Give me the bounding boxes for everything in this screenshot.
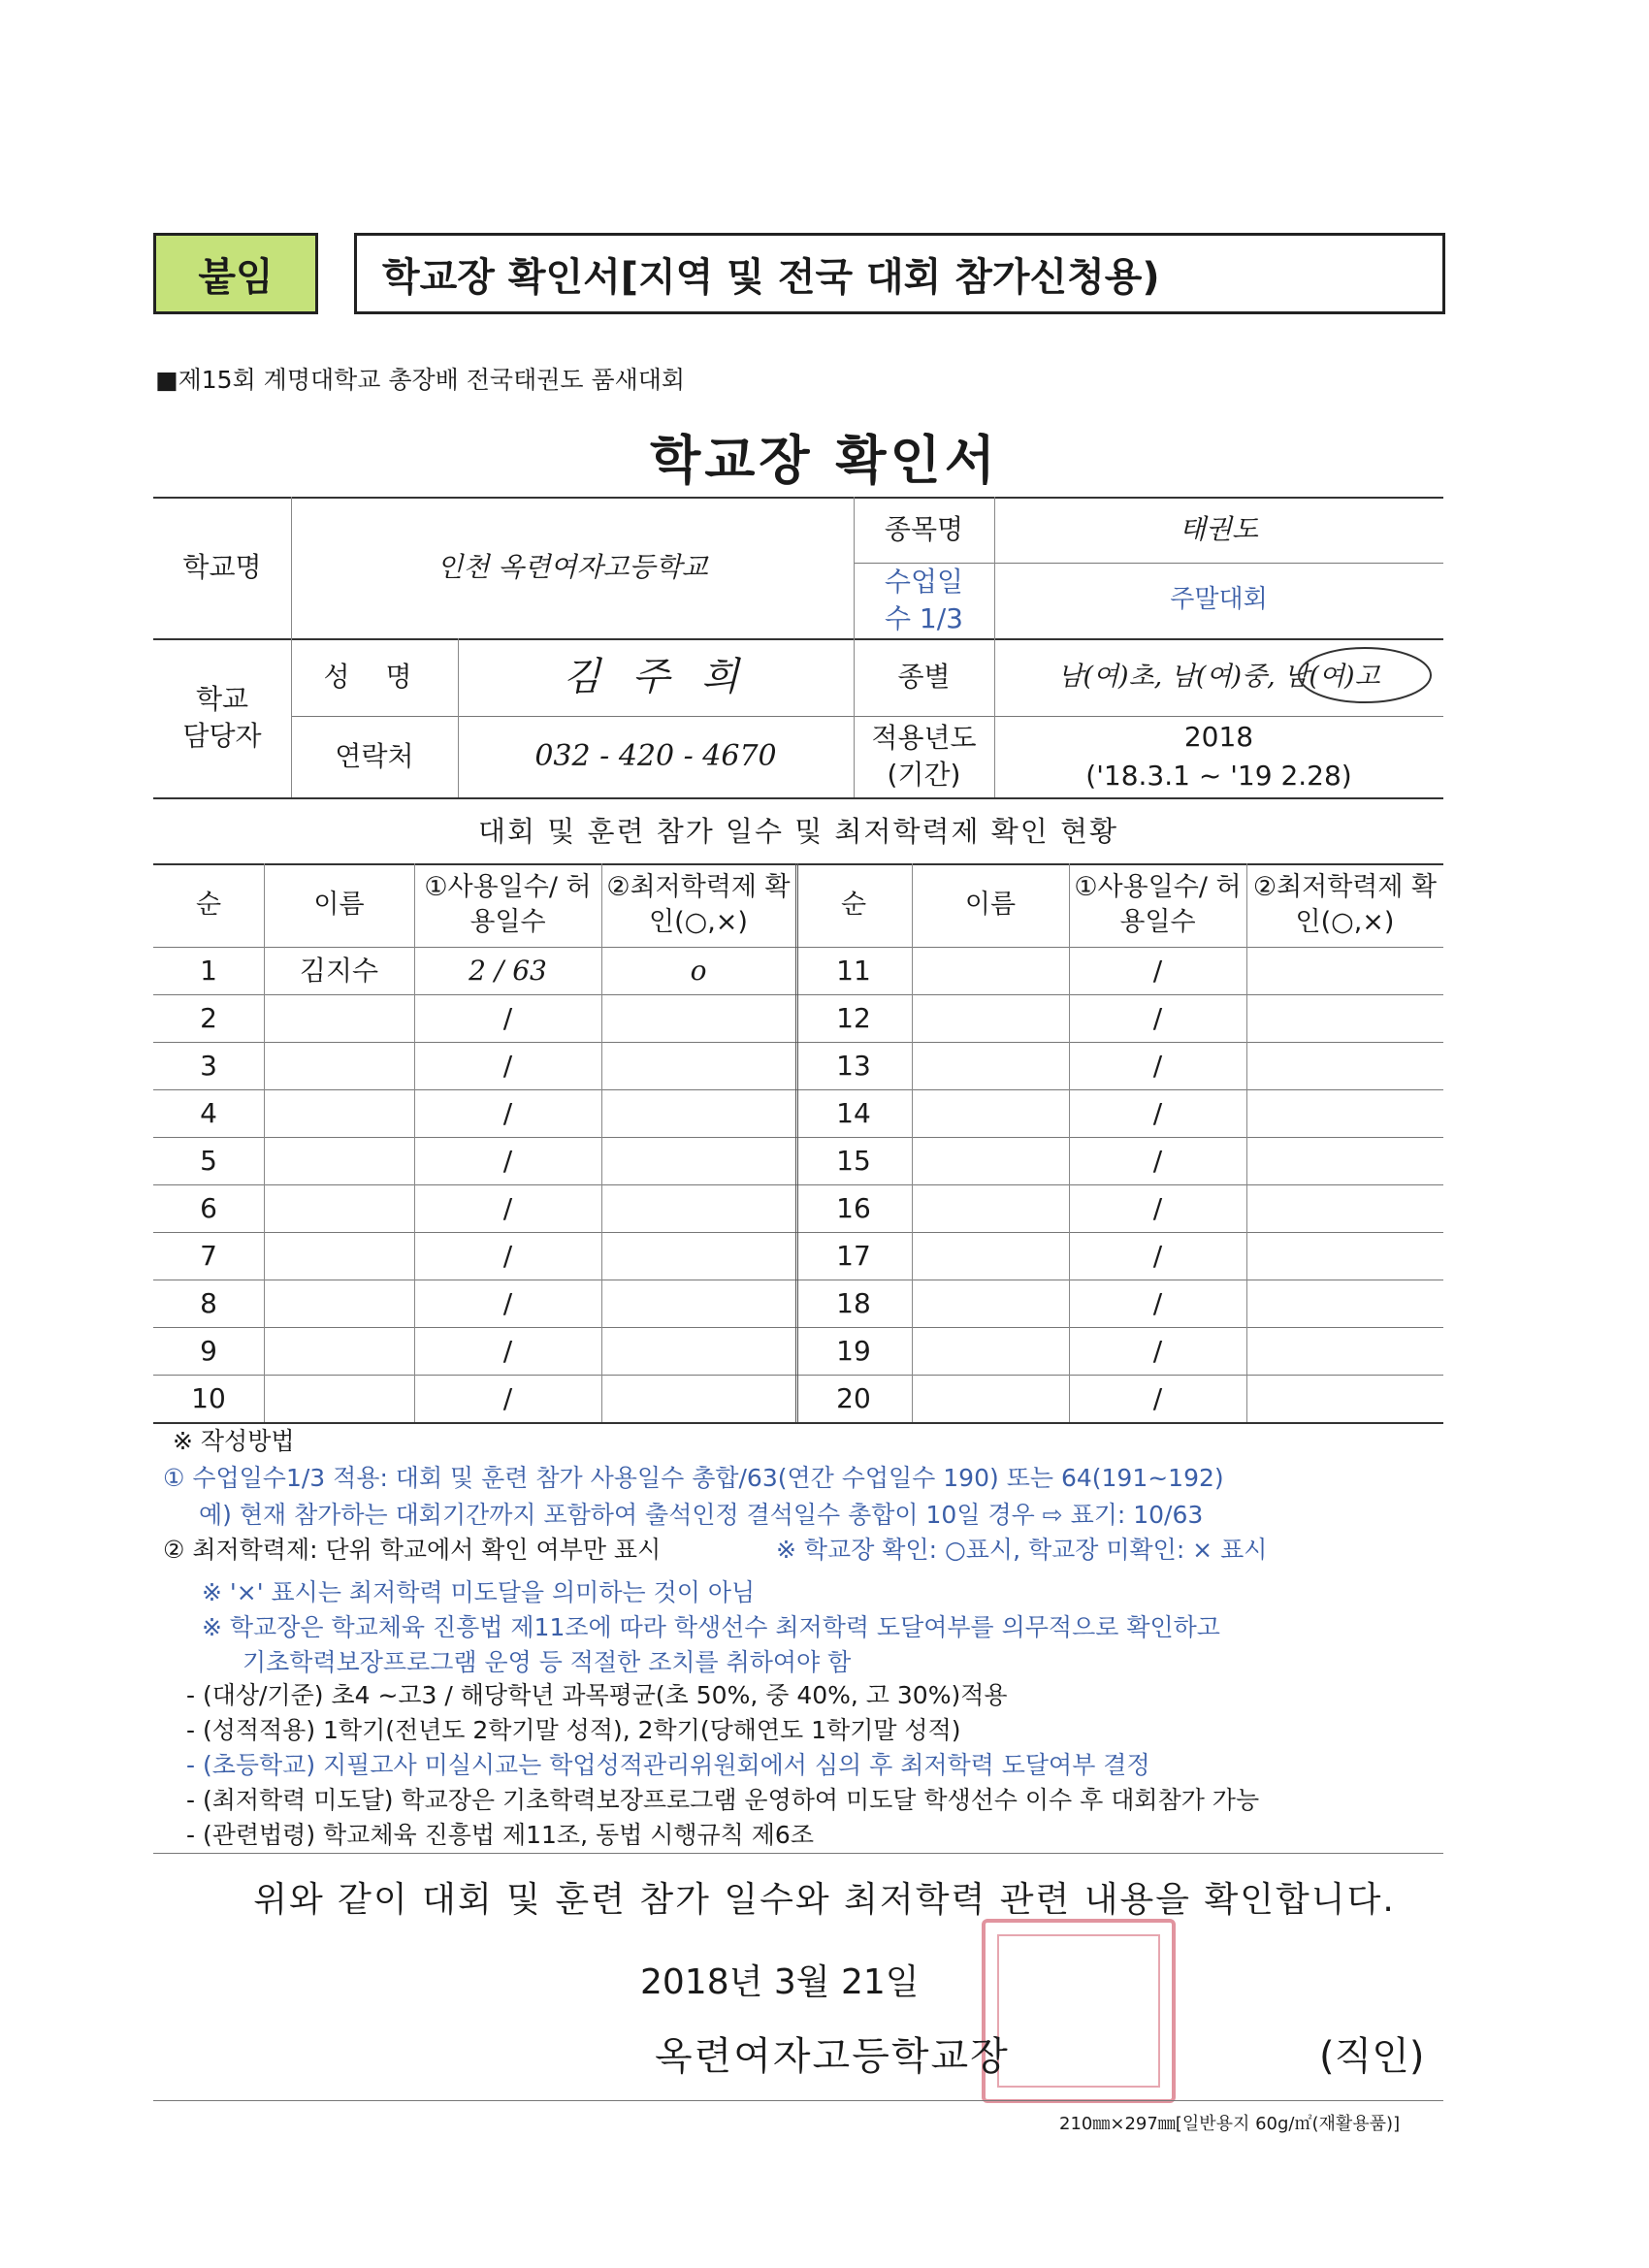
- table-cell-days: /: [1152, 1001, 1163, 1034]
- note-2a: ② 최저학력제: 단위 학교에서 확인 여부만 표시: [163, 1536, 662, 1564]
- table-cell-name: 김지수: [299, 954, 379, 987]
- table-cell-check: [601, 1280, 795, 1327]
- table-cell-no: 1: [200, 954, 217, 987]
- table-cell-days: /: [1152, 1334, 1163, 1367]
- year-label: 적용년도 (기간): [871, 722, 977, 791]
- contact-value: 032 - 420 - 4670: [534, 738, 777, 773]
- manager-name-value: 김 주 희: [563, 655, 749, 699]
- school-days-value: 주말대회: [1170, 585, 1268, 615]
- detail-2: - (성적적용) 1학기(전년도 2학기말 성적), 2학기(당해연도 1학기말 성적): [186, 1716, 961, 1744]
- sport-label: 종목명: [884, 513, 964, 546]
- table-cell-name: [264, 1184, 414, 1232]
- name-label: 성 명: [323, 661, 426, 694]
- attachment-badge: 붙임: [153, 233, 318, 314]
- table-cell-no: 20: [836, 1381, 871, 1414]
- table-cell-days: /: [1152, 1144, 1163, 1177]
- table-header-2: 이름: [313, 889, 365, 920]
- detail-5: - (관련법령) 학교체육 진흥법 제11조, 동법 시행규칙 제6조: [186, 1821, 814, 1849]
- table-cell-check: [601, 1089, 795, 1137]
- table-cell-check: [601, 1327, 795, 1375]
- category-label: 종별: [897, 661, 951, 694]
- table-cell-name: [264, 1042, 414, 1089]
- school-value: 인천 옥련여자고등학교: [436, 551, 708, 584]
- table-header-1: 순: [840, 889, 867, 920]
- note-4b: 기초학력보장프로그램 운영 등 적절한 조치를 취하여야 함: [242, 1648, 852, 1676]
- category-value: 남(여)초, 남(여)중, 남(여)고: [1057, 661, 1380, 692]
- table-cell-check: [1246, 994, 1443, 1042]
- note-3: ※ '×' 표시는 최저학력 미도달을 의미하는 것이 아님: [202, 1578, 756, 1606]
- table-cell-no: 16: [836, 1191, 871, 1224]
- table-cell-name: [912, 1375, 1069, 1422]
- table-cell-days: /: [502, 1334, 513, 1367]
- table-cell-name: [912, 1280, 1069, 1327]
- table-cell-days: /: [502, 1191, 513, 1224]
- table-cell-name: [912, 1042, 1069, 1089]
- note-1b: 예) 현재 참가하는 대회기간까지 포함하여 출석인정 결석일수 총합이 10일 경우 ⇨ 표기: 10/63: [199, 1501, 1204, 1529]
- table-cell-name: [264, 1280, 414, 1327]
- official-seal-stamp: [982, 1919, 1176, 2103]
- section-title: 대회 및 훈련 참가 일수 및 최저학력제 확인 현황: [477, 815, 1118, 849]
- table-cell-days: /: [1152, 1286, 1163, 1319]
- manager-label: 학교 담당자: [182, 683, 262, 752]
- table-cell-check: [601, 1042, 795, 1089]
- table-row-line: [153, 1422, 1443, 1424]
- table-cell-name: [912, 1184, 1069, 1232]
- table-cell-name: [912, 1137, 1069, 1184]
- table-cell-no: 17: [836, 1239, 871, 1272]
- table-cell-days: /: [502, 1049, 513, 1082]
- table-cell-check: o: [690, 954, 707, 987]
- table-cell-days: /: [502, 1001, 513, 1034]
- table-cell-days: /: [502, 1286, 513, 1319]
- table-cell-name: [912, 994, 1069, 1042]
- year-period: ('18.3.1 ~ '19 2.28): [1085, 760, 1352, 793]
- detail-3: - (초등학교) 지필고사 미실시교는 학업성적관리위원회에서 심의 후 최저학력 도달여부 결정: [186, 1751, 1150, 1779]
- table-cell-check: [601, 1232, 795, 1280]
- table-cell-name: [264, 1375, 414, 1422]
- table-header-4: ②최저학력제 확인(○,×): [606, 871, 791, 937]
- table-cell-days: /: [1152, 1239, 1163, 1272]
- table-cell-name: [912, 947, 1069, 994]
- seal-label: (직인): [1319, 2034, 1425, 2079]
- table-cell-no: 5: [200, 1144, 217, 1177]
- paper-spec: 210㎜×297㎜[일반용지 60g/㎡(재활용품)]: [1059, 2114, 1401, 2134]
- event-subtitle: ■제15회 계명대학교 총장배 전국태권도 품새대회: [155, 366, 686, 394]
- table-cell-no: 13: [836, 1049, 871, 1082]
- table-cell-name: [264, 994, 414, 1042]
- table-cell-no: 12: [836, 1001, 871, 1034]
- table-cell-check: [601, 994, 795, 1042]
- table-header-4: ②최저학력제 확인(○,×): [1252, 871, 1438, 937]
- table-cell-no: 19: [836, 1334, 871, 1367]
- confirmation-statement: 위와 같이 대회 및 훈련 참가 일수와 최저학력 관련 내용을 확인합니다.: [253, 1880, 1396, 1920]
- table-cell-no: 9: [200, 1334, 217, 1367]
- table-cell-no: 4: [200, 1096, 217, 1129]
- detail-4: - (최저학력 미도달) 학교장은 기초학력보장프로그램 운영하여 미도달 학생선수 이수 후 대회참가 가능: [186, 1786, 1260, 1814]
- table-cell-check: [601, 1137, 795, 1184]
- table-cell-check: [1246, 1232, 1443, 1280]
- form-title-box: 학교장 확인서[지역 및 전국 대회 참가신청용): [354, 233, 1445, 314]
- note-2b: ※ 학교장 확인: ○표시, 학교장 미확인: × 표시: [776, 1536, 1268, 1564]
- document-title: 학교장 확인서: [650, 430, 999, 491]
- table-cell-no: 11: [836, 954, 871, 987]
- table-cell-name: [912, 1327, 1069, 1375]
- table-cell-days: /: [502, 1144, 513, 1177]
- table-cell-days: 2 / 63: [469, 954, 547, 987]
- table-cell-no: 7: [200, 1239, 217, 1272]
- table-cell-no: 10: [191, 1381, 226, 1414]
- table-cell-check: [601, 1184, 795, 1232]
- table-cell-days: /: [502, 1096, 513, 1129]
- table-header-2: 이름: [964, 889, 1017, 920]
- table-cell-check: [1246, 1375, 1443, 1422]
- table-cell-check: [1246, 1280, 1443, 1327]
- table-cell-check: [601, 1375, 795, 1422]
- note-1a: ① 수업일수1/3 적용: 대회 및 훈련 참가 사용일수 총합/63(연간 수업일수 190) 또는 64(191~192): [163, 1464, 1224, 1492]
- table-header-1: 순: [195, 889, 222, 920]
- contact-label: 연락처: [335, 740, 414, 773]
- table-header-3: ①사용일수/ 허용일수: [1074, 871, 1242, 937]
- table-cell-check: [1246, 1089, 1443, 1137]
- table-cell-check: [1246, 1137, 1443, 1184]
- sport-value: 태권도: [1179, 513, 1259, 546]
- table-cell-check: [1246, 1184, 1443, 1232]
- table-cell-no: 2: [200, 1001, 217, 1034]
- notes-heading: ※ 작성방법: [173, 1427, 295, 1455]
- table-cell-name: [264, 1327, 414, 1375]
- table-cell-days: /: [1152, 1191, 1163, 1224]
- circle-mark: [1295, 640, 1440, 708]
- table-cell-name: [264, 1232, 414, 1280]
- table-cell-days: /: [1152, 1049, 1163, 1082]
- confirmation-date: 2018년 3월 21일: [640, 1962, 920, 2002]
- table-cell-no: 18: [836, 1286, 871, 1319]
- table-cell-days: /: [1152, 1381, 1163, 1414]
- table-cell-days: /: [502, 1381, 513, 1414]
- table-cell-days: /: [502, 1239, 513, 1272]
- table-cell-check: [1246, 947, 1443, 994]
- table-cell-check: [1246, 1327, 1443, 1375]
- table-cell-days: /: [1152, 954, 1163, 987]
- table-cell-name: [264, 1137, 414, 1184]
- school-label: 학교명: [182, 551, 262, 584]
- table-cell-no: 14: [836, 1096, 871, 1129]
- table-cell-name: [264, 1089, 414, 1137]
- table-cell-days: /: [1152, 1096, 1163, 1129]
- table-cell-name: [912, 1232, 1069, 1280]
- table-cell-no: 15: [836, 1144, 871, 1177]
- note-4a: ※ 학교장은 학교체육 진흥법 제11조에 따라 학생선수 최저학력 도달여부를 의무적으로 확인하고: [202, 1613, 1220, 1641]
- detail-1: - (대상/기준) 초4 ~고3 / 해당학년 과목평균(초 50%, 중 40%, 고 30%)적용: [186, 1681, 1008, 1709]
- table-cell-name: [912, 1089, 1069, 1137]
- principal-name: 옥련여자고등학교장: [655, 2034, 1010, 2079]
- table-header-3: ①사용일수/ 허용일수: [424, 871, 592, 937]
- table-cell-check: [1246, 1042, 1443, 1089]
- table-cell-no: 6: [200, 1191, 217, 1224]
- school-days-label: 수업일수 1/3: [884, 566, 964, 634]
- year-value: 2018: [1183, 721, 1254, 754]
- table-cell-no: 3: [200, 1049, 217, 1082]
- table-cell-no: 8: [200, 1286, 217, 1319]
